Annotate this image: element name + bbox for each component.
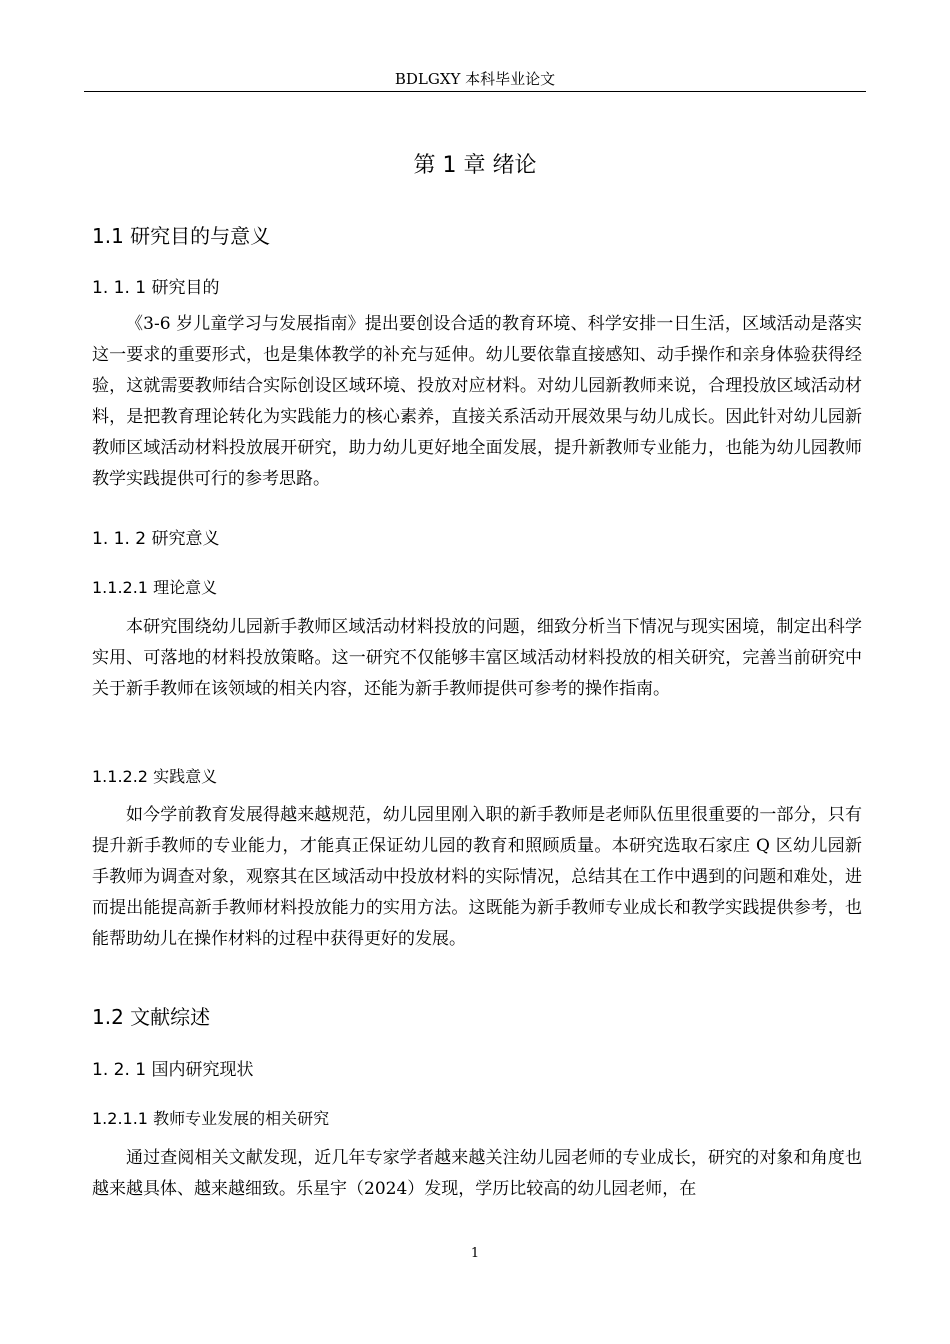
paragraph-research-purpose: 《3-6 岁儿童学习与发展指南》提出要创设合适的教育环境、科学安排一日生活，区域活动是落实这一要求的重要形式，也是集体教学的补充与延伸。幼儿要依靠直接感知、动手操作和亲身体验获得经验，这就需要教师结合实际创设区域环境、投放对应材料。对幼儿园新教师来说，合理投放区域活动材料，是把教育理论转化为实践能力的核心素养，直接关系活动开展效果与幼儿成长。因此针对幼儿园新教师区域活动材料投放展开研究，助力幼儿更好地全面发展，提升新教师专业能力，也能为幼儿园教师教学实践提供可行的参考思路。: [92, 314, 862, 489]
header-rule: [84, 91, 866, 92]
running-header: BDLGXY 本科毕业论文: [394, 70, 556, 88]
section-heading-1-2: 1.2 文献综述: [92, 1005, 211, 1029]
paragraph-teacher-development: 通过查阅相关文献发现，近几年专家学者越来越关注幼儿园老师的专业成长，研究的对象和角度也越来越具体、越来越细致。乐星宇（2024）发现，学历比较高的幼儿园老师，在: [92, 1148, 862, 1199]
page-number: 1: [470, 1246, 480, 1261]
subsubsection-heading-1-1-2-2: 1.1.2.2 实践意义: [92, 767, 218, 786]
paragraph-practical-significance: 如今学前教育发展得越来越规范，幼儿园里刚入职的新手教师是老师队伍里很重要的一部分，只有提升新手教师的专业能力，才能真正保证幼儿园的教育和照顾质量。本研究选取石家庄 Q 区幼儿园新手教师为调查对象，观察其在区域活动中投放材料的实际情况，总结其在工作中遇到的问题和难处，进而提出能提高新手教师材料投放能力的实用方法。这既能为新手教师专业成长和教学实践提供参考，也能帮助幼儿在操作材料的过程中获得更好的发展。: [92, 805, 862, 949]
subsection-heading-1-2-1: 1. 2. 1 国内研究现状: [92, 1060, 254, 1080]
chapter-title: 第 1 章 绪论: [413, 153, 537, 178]
section-heading-1-1: 1.1 研究目的与意义: [92, 224, 271, 248]
subsection-heading-1-1-2: 1. 1. 2 研究意义: [92, 529, 220, 549]
subsection-heading-1-1-1: 1. 1. 1 研究目的: [92, 278, 220, 298]
paragraph-theoretical-significance: 本研究围绕幼儿园新手教师区域活动材料投放的问题，细致分析当下情况与现实困境，制定出科学实用、可落地的材料投放策略。这一研究不仅能够丰富区域活动材料投放的相关研究，完善当前研究中关于新手教师在该领域的相关内容，还能为新手教师提供可参考的操作指南。: [92, 617, 862, 699]
subsubsection-heading-1-2-1-1: 1.2.1.1 教师专业发展的相关研究: [92, 1109, 330, 1128]
subsubsection-heading-1-1-2-1: 1.1.2.1 理论意义: [92, 578, 218, 597]
